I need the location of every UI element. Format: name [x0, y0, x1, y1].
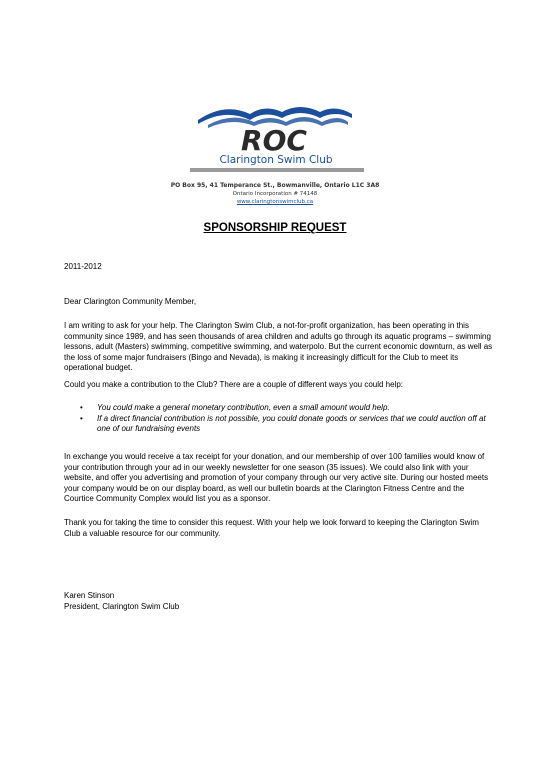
club-website-link[interactable]: www.claringtonswimclub.ca	[236, 199, 314, 205]
signature-title: President, Clarington Swim Club	[64, 602, 180, 611]
paragraph-request: Could you make a contribution to the Club? There are a couple of different ways you could help:	[64, 380, 404, 389]
list-item-text: If a direct financial contribution is not possible, you could donate goods or services that we could auction off at one of our fundraising events	[97, 413, 486, 433]
paragraph-benefits: In exchange you would receive a tax receipt for your donation, and our membership of over 100 families would know of your contribution through your ad in our weekly newsletter for one season (35 issues). We could also link with your website, and offer you advertising and promotion of your company through our very active site. During our hosted meets your company would be on our display board, as well our bulletin boards at the Clarington Fitness Centre and the Courtice Community Complex would list you as a sponsor.	[64, 452, 489, 503]
paragraph-intro: I am writing to ask for your help. The Clarington Swim Club, a not-for-profit organization, has been operating in this community since 1989, and has seen thousands of area children and adults go through its aquatic programs – swimming lessons, adult (Masters) swimming, competitive swimming, and waterpolo. But the current economic downturn, as well as the loss of some major fundraisers (Bingo and Nevada), is making it increasingly difficult for the Club to meet its operational budget.	[64, 321, 493, 372]
bullet-icon: •	[80, 413, 83, 423]
list-item	[80, 414, 490, 435]
wave-logo-icon	[170, 98, 380, 176]
list-item	[80, 403, 490, 414]
bullet-icon: •	[80, 403, 83, 412]
logo-letters: ROC	[241, 124, 307, 157]
logo-club-name: Clarington Swim Club	[219, 154, 333, 166]
signature-name: Karen Stinson	[64, 591, 115, 600]
contribution-options-list	[80, 403, 490, 435]
page-title: SPONSORSHIP REQUEST	[203, 222, 347, 234]
club-logo	[170, 98, 380, 176]
paragraph-thanks: Thank you for taking the time to consider this request. With your help we look forward to keeping the Clarington Swim Club a valuable resource for our community.	[64, 518, 479, 538]
list-item-text: You could make a general monetary contribution, even a small amount would help.	[97, 403, 390, 412]
letter-greeting: Dear Clarington Community Member,	[64, 297, 197, 306]
letter-date: 2011-2012	[64, 262, 102, 271]
club-address: PO Box 95, 41 Temperance St., Bowmanville, Ontario L1C 3A8	[170, 182, 380, 189]
club-incorporation: Ontario Incorporation # 74148	[232, 191, 318, 197]
